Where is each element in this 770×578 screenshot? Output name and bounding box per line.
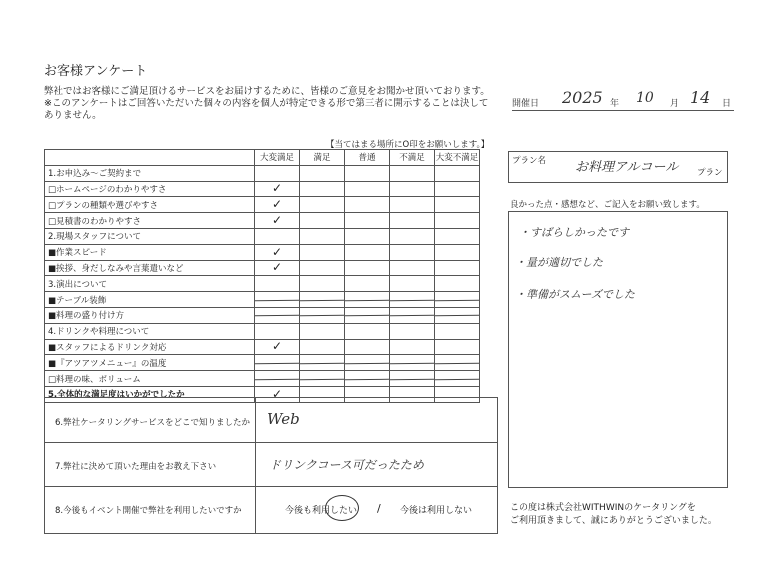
date-month-unit: 月	[670, 99, 680, 109]
comments-box	[508, 211, 728, 488]
date-year-unit: 年	[610, 99, 620, 109]
rating-cell[interactable]	[255, 260, 300, 276]
q6-answer: Web	[267, 410, 300, 428]
rating-cell[interactable]	[300, 244, 345, 260]
rating-section-row	[45, 276, 480, 292]
rating-section-row	[45, 323, 480, 339]
intro-line-2: ※このアンケートはご回答いただいた個々の内容を個人が特定できる形で第三者に開示することは決してありません。	[44, 98, 489, 121]
rating-item-row	[45, 213, 480, 229]
rating-item-row	[45, 371, 480, 387]
rating-section-row	[45, 228, 480, 244]
rating-cell[interactable]	[345, 181, 390, 197]
rating-item-row	[45, 355, 480, 371]
rating-cell[interactable]	[345, 307, 390, 323]
rating-cell	[390, 228, 435, 244]
rating-header-very-unsatisfied: 大変不満足	[435, 150, 480, 166]
rating-item-row	[45, 292, 480, 308]
comment-line-1: ・すばらしかったです	[519, 226, 629, 239]
questions-box	[44, 397, 498, 534]
intro-text	[44, 86, 494, 122]
rating-item-label: ■スタッフによるドリンク対応	[45, 339, 255, 355]
rating-section-label: 3.演出について	[45, 276, 255, 292]
q6-label: 6.弊社ケータリングサービスをどこで知りましたか	[55, 418, 250, 428]
rating-cell[interactable]	[255, 197, 300, 213]
rating-cell[interactable]	[390, 260, 435, 276]
rating-header-satisfied: 満足	[300, 150, 345, 166]
rating-item-label: ■料理の盛り付け方	[45, 307, 255, 323]
plan-box	[508, 151, 728, 183]
rating-cell	[435, 323, 480, 339]
rating-cell[interactable]	[255, 244, 300, 260]
rating-cell	[435, 228, 480, 244]
rating-cell[interactable]	[435, 307, 480, 323]
rating-cell[interactable]	[255, 213, 300, 229]
footer-line-1: この度は株式会社WITHWINのケータリングを	[510, 503, 696, 513]
rating-cell	[435, 276, 480, 292]
check-mark-icon: ✓	[271, 260, 283, 275]
rating-cell[interactable]	[255, 292, 300, 308]
rating-header-very-satisfied: 大変満足	[255, 150, 300, 166]
rating-cell[interactable]	[390, 371, 435, 387]
rating-cell[interactable]	[435, 292, 480, 308]
rating-item-label: □料理の味、ボリューム	[45, 371, 255, 387]
rating-cell	[255, 228, 300, 244]
rating-item-row	[45, 307, 480, 323]
rating-cell	[390, 276, 435, 292]
rating-cell[interactable]	[255, 181, 300, 197]
rating-cell[interactable]	[435, 260, 480, 276]
q8-separator: /	[377, 502, 381, 515]
rating-cell	[300, 165, 345, 181]
rating-cell	[300, 228, 345, 244]
rating-cell[interactable]	[390, 244, 435, 260]
rating-cell[interactable]	[300, 339, 345, 355]
plan-label: プラン名	[512, 156, 547, 166]
rating-cell[interactable]	[345, 292, 390, 308]
q7-answer: ドリンクコース可だったため	[269, 458, 424, 472]
rating-item-label: ■テーブル装飾	[45, 292, 255, 308]
event-date	[512, 88, 734, 111]
rating-cell[interactable]	[300, 355, 345, 371]
check-mark-icon: ✓	[271, 339, 283, 354]
rating-cell	[390, 165, 435, 181]
page-title: お客様アンケート	[44, 64, 148, 79]
rating-cell	[255, 276, 300, 292]
rating-cell	[435, 165, 480, 181]
rating-cell[interactable]	[300, 260, 345, 276]
rating-cell	[300, 323, 345, 339]
rating-cell	[255, 323, 300, 339]
rating-cell	[255, 165, 300, 181]
instruction-text: 【当てはまる場所にO印をお願いします。】	[326, 140, 490, 150]
rating-cell[interactable]	[390, 307, 435, 323]
rating-item-row	[45, 339, 480, 355]
date-year: 2025	[562, 88, 603, 107]
check-mark-icon: ✓	[271, 244, 283, 259]
rating-cell[interactable]	[435, 371, 480, 387]
rating-section-label: 2.現場スタッフについて	[45, 228, 255, 244]
rating-cell[interactable]	[345, 260, 390, 276]
rating-header-normal: 普通	[345, 150, 390, 166]
rating-cell[interactable]	[435, 181, 480, 197]
date-day: 14	[690, 88, 711, 107]
rating-cell[interactable]	[390, 213, 435, 229]
rating-cell[interactable]	[255, 339, 300, 355]
rating-item-label: ■作業スピード	[45, 244, 255, 260]
check-mark-icon: ✓	[271, 197, 283, 212]
rating-section-row	[45, 165, 480, 181]
rating-item-label: 5.全体的な満足度はいかがでしたか	[45, 386, 255, 402]
check-mark-icon: ✓	[271, 386, 283, 401]
rating-header-blank	[45, 150, 255, 166]
rating-cell[interactable]	[390, 339, 435, 355]
comment-line-2: ・量が適切でした	[515, 256, 603, 269]
rating-cell	[390, 323, 435, 339]
footer-line-2: ご利用頂きまして、誠にありがとうございました。	[510, 516, 717, 526]
rating-cell[interactable]	[300, 292, 345, 308]
rating-header-unsatisfied: 不満足	[390, 150, 435, 166]
rating-cell[interactable]	[255, 355, 300, 371]
rating-cell[interactable]	[435, 244, 480, 260]
rating-cell	[345, 165, 390, 181]
plan-value: お料理アルコール	[575, 160, 679, 175]
q8-yes-circle	[325, 495, 359, 521]
check-mark-icon: ✓	[271, 181, 283, 196]
check-mark-icon: ✓	[271, 213, 283, 228]
rating-item-label: ■挨拶、身だしなみや言葉遣いなど	[45, 260, 255, 276]
rating-cell	[345, 323, 390, 339]
q8-row	[45, 486, 497, 533]
date-label: 開催日	[512, 99, 540, 109]
q8-option-no: 今後は利用しない	[400, 506, 473, 516]
plan-suffix: プラン	[697, 168, 723, 178]
rating-cell[interactable]	[435, 197, 480, 213]
footer-text	[510, 502, 717, 528]
rating-section-label: 1.お申込み～ご契約まで	[45, 165, 255, 181]
rating-item-row	[45, 181, 480, 197]
date-day-unit: 日	[722, 99, 732, 109]
rating-cell[interactable]	[345, 213, 390, 229]
date-month: 10	[636, 90, 654, 106]
rating-item-row	[45, 244, 480, 260]
rating-cell[interactable]	[300, 213, 345, 229]
rating-cell[interactable]	[345, 244, 390, 260]
rating-cell	[345, 276, 390, 292]
rating-cell[interactable]	[255, 307, 300, 323]
comment-line-3: ・準備がスムーズでした	[515, 288, 635, 301]
rating-header-row	[45, 150, 480, 166]
rating-cell[interactable]	[345, 197, 390, 213]
rating-cell[interactable]	[390, 292, 435, 308]
q7-label: 7.弊社に決めて頂いた理由をお教え下さい	[55, 462, 217, 472]
rating-cell[interactable]	[300, 197, 345, 213]
rating-cell[interactable]	[345, 371, 390, 387]
rating-cell[interactable]	[300, 371, 345, 387]
rating-item-label: □見積書のわかりやすさ	[45, 213, 255, 229]
rating-cell[interactable]	[390, 181, 435, 197]
rating-cell[interactable]	[435, 213, 480, 229]
rating-cell[interactable]	[300, 181, 345, 197]
rating-cell[interactable]	[345, 355, 390, 371]
rating-table	[44, 149, 480, 403]
rating-cell[interactable]	[435, 355, 480, 371]
rating-cell[interactable]	[390, 355, 435, 371]
rating-section-label: 4.ドリンクや料理について	[45, 323, 255, 339]
intro-line-1: 弊社ではお客様にご満足頂けるサービスをお届けするために、皆様のご意見をお聞かせ頂いております。	[44, 86, 490, 97]
rating-cell[interactable]	[435, 339, 480, 355]
rating-cell	[345, 228, 390, 244]
rating-cell[interactable]	[345, 339, 390, 355]
rating-cell[interactable]	[300, 307, 345, 323]
rating-cell[interactable]	[390, 197, 435, 213]
rating-item-row	[45, 260, 480, 276]
rating-item-label: ■『アツアツメニュー』の温度	[45, 355, 255, 371]
rating-item-row	[45, 197, 480, 213]
rating-item-label: □ホームページのわかりやすさ	[45, 181, 255, 197]
q8-option-yes: 今後も利用したい	[285, 506, 358, 516]
comments-label: 良かった点・感想など、ご記入をお願い致します。	[510, 200, 705, 210]
rating-item-label: □プランの種類や選びやすさ	[45, 197, 255, 213]
q8-label: 8.今後もイベント開催で弊社を利用したいですか	[55, 506, 242, 516]
q7-row	[45, 442, 497, 487]
rating-cell[interactable]	[255, 371, 300, 387]
rating-cell	[300, 276, 345, 292]
q6-row	[45, 398, 497, 443]
